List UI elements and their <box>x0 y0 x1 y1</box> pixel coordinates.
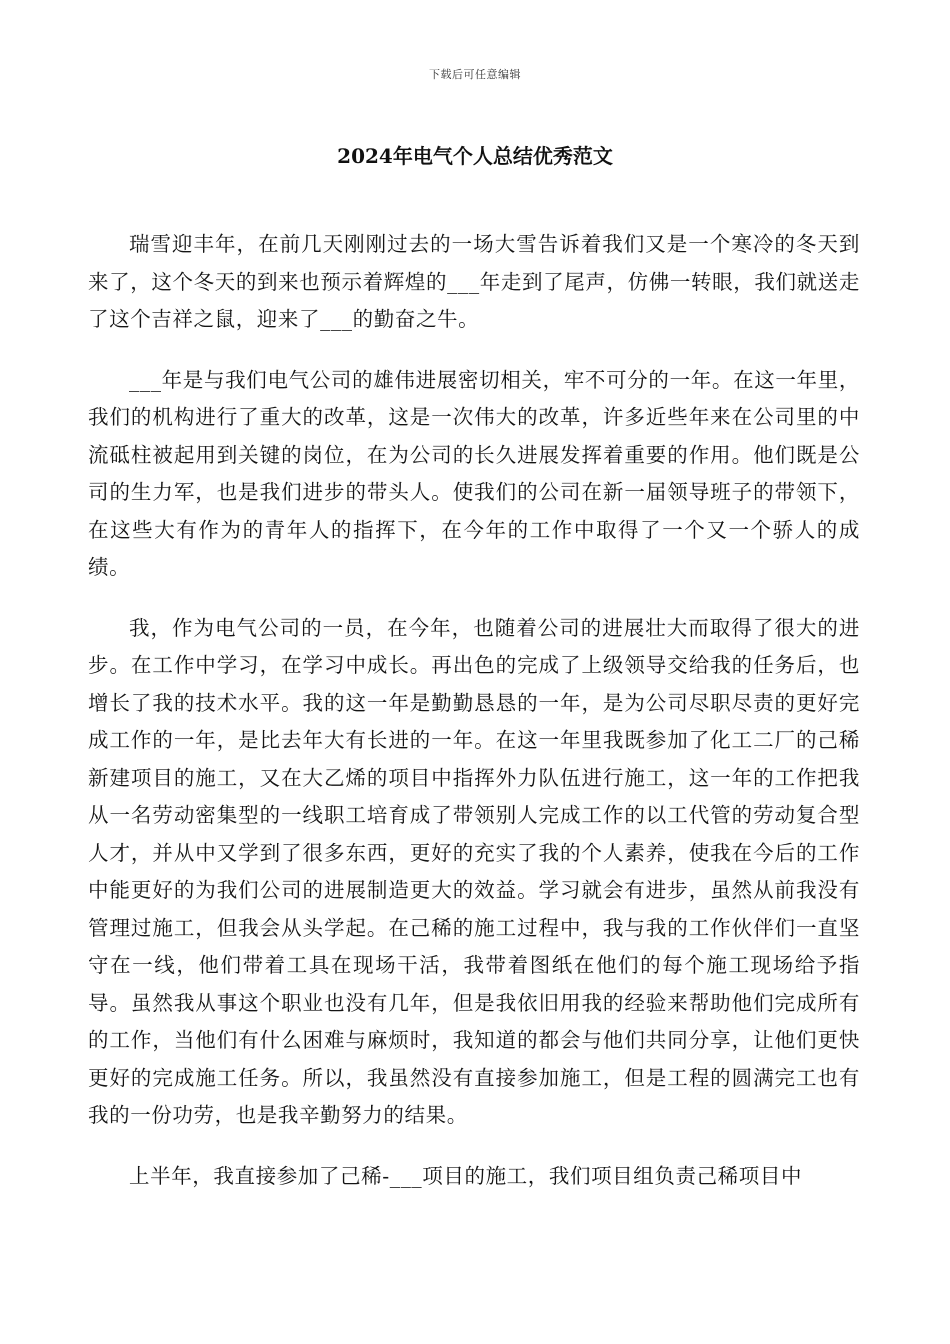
download-note: 下载后可任意编辑 <box>429 68 521 81</box>
document-title: 2024年电气个人总结优秀范文 <box>337 144 613 168</box>
paragraph-personal-progress: 我，作为电气公司的一员，在今年，也随着公司的进展壮大而取得了很大的进步。在工作中学习，在学习中成长。再出色的完成了上级领导交给我的任务后，也增长了我的技术水平。我的这一年是勤勤恳恳的一年，是为公司尽职尽责的更好完成工作的一年，是比去年大有长进的一年。在这一年里我既参加了化工二厂的己稀新建项目的施工，又在大乙烯的项目中指挥外力队伍进行施工，这一年的工作把我从一名劳动密集型的一线职工培育成了带领别人完成工作的以工代管的劳动复合型人才，并从中又学到了很多东西，更好的充实了我的个人素养，使我在今后的工作中能更好的为我们公司的进展制造更大的效益。学习就会有进步，虽然从前我没有管理过施工，但我会从头学起。在己稀的施工过程中，我与我的工作伙伴们一直坚守在一线，他们带着工具在现场干活，我带着图纸在他们的每个施工现场给予指导。虽然我从事这个职业也没有几年，但是我依旧用我的经验来帮助他们完成所有的工作，当他们有什么困难与麻烦时，我知道的都会与他们共同分享，让他们更快更好的完成施工任务。所以，我虽然没有直接参加施工，但是工程的圆满完工也有我的一份功劳，也是我辛勤努力的结果。 <box>88 615 860 1127</box>
document-body <box>88 226 860 1218</box>
paragraph-intro: 瑞雪迎丰年，在前几天刚刚过去的一场大雪告诉着我们又是一个寒冷的冬天到来了，这个冬天的到来也预示着辉煌的___年走到了尾声，仿佛一转眼，我们就送走了这个吉祥之鼠，迎来了___的勤奋之牛。 <box>88 232 860 331</box>
paragraph-first-half: 上半年，我直接参加了己稀-___项目的施工，我们项目组负责己稀项目中 <box>129 1163 803 1188</box>
paragraph-company-year: ___年是与我们电气公司的雄伟进展密切相关，牢不可分的一年。在这一年里，我们的机构进行了重大的改革，这是一次伟大的改革，许多近些年来在公司里的中流砥柱被起用到关键的岗位，在为公司的长久进展发挥着重要的作用。他们既是公司的生力军，也是我们进步的带头人。使我们的公司在新一届领导班子的带领下，在这些大有作为的青年人的指挥下，在今年的工作中取得了一个又一个骄人的成绩。 <box>88 367 860 579</box>
